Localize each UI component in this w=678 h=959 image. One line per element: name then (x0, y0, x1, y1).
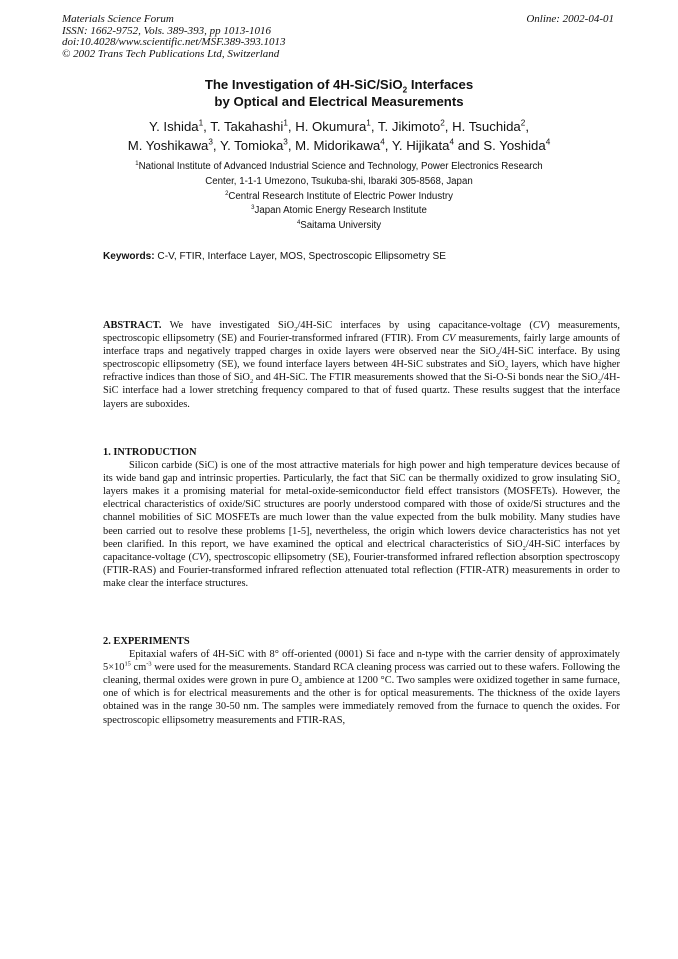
section-heading: 1. INTRODUCTION (103, 447, 197, 458)
affiliations (0, 160, 678, 234)
online-date: Online: 2002-04-01 (526, 13, 614, 25)
keywords-text: C-V, FTIR, Interface Layer, MOS, Spectroscopic Ellipsometry SE (154, 251, 446, 262)
affiliation-1: $^1$National Institute of Advanced Industrial Science and Technology, Power Electronics Research (135, 160, 543, 172)
title-line-1: The Investigation of 4H-SiC/SiO$_2$ Interfaces (204, 77, 474, 95)
experiments-section (103, 635, 620, 727)
copyright-line: © 2002 Trans Tech Publications Ltd, Switzerland (62, 47, 280, 60)
authors-line-2: M. Yoshikawa$^3$, Y. Tomioka$^3$, M. Midorikawa$^4$, Y. Hijikata$^4$ and S. Yoshida$^4$ (127, 137, 551, 153)
publication-header (62, 14, 622, 60)
affiliation-4: $^4$Saitama University (296, 219, 382, 232)
title-line-2: by Optical and Electrical Measurements (214, 94, 464, 109)
affiliation-2: $^2$Central Research Institute of Electric Power Industry (225, 190, 453, 202)
paper-title (0, 76, 678, 110)
doi-line[interactable]: doi:10.4028/www.scientific.net/MSF.389-393.1013 (62, 36, 286, 48)
author-list (0, 118, 678, 155)
introduction-paragraph: Silicon carbide (SiC) is one of the most attractive materials for high power and high temperature devices because of its wide band gap and intrinsic properties. Particularly, the fact that SiC can be thermally oxidized to grow insulating SiO$_2$ layers makes it a promising material for metal-oxide-semiconductor field effect transistors (MOSFETs). However, the electrical characteristics of oxide/SiC structures are poorly understood compared with those of oxide/Si structures and the channel mobilities of SiC MOSFETs are much lower than the value expected from the bulk mobility. Many studies have been carried out to resolve these problems [1-5], nevertheless, the origin which lowers device characteristics has not yet been clarified. In this report, we have examined the optical and electrical characteristics of SiO$_2$/4H-SiC interfaces by capacitance-voltage (CV), spectroscopic ellipsometry (SE), Fourier-transformed infrared reflection absorption spectroscopy (FTIR-RAS) and Fourier-transformed infrared reflection attenuated total reflection (FTIR-ATR) measurements in order to make clear the interface structures. (103, 460, 620, 589)
authors-line-1: Y. Ishida$^1$, T. Takahashi$^1$, H. Okumura$^1$, T. Jikimoto$^2$, H. Tsuchida$^2$, (149, 118, 529, 134)
journal-name: Materials Science Forum (62, 13, 174, 25)
affiliation-1-address: Center, 1-1-1 Umezono, Tsukuba-shi, Ibaraki 305-8568, Japan (205, 175, 473, 187)
keywords (103, 251, 623, 262)
keywords-label: Keywords: (103, 251, 155, 262)
abstract-label: ABSTRACT. (103, 320, 162, 331)
experiments-paragraph: Epitaxial wafers of 4H-SiC with 8° off-oriented (0001) Si face and n-type with the carrier density of approximately $5\times 10^{15}$ $cm^{-3}$ were used for the measurements. Standard RCA cleaning process was carried out to these wafers. Following the cleaning, thermal oxides were grown in pure $O_2$ ambience at 1200 °C. Two samples were oxidized together in same furnace, one of which is for electrical measurements and the other is for optical measurements. The thickness of the oxide layers obtained was in the range 30-50 nm. The samples were immediately removed from the furnace to quench the oxides. For spectroscopic ellipsometry measurements and FTIR-RAS, (103, 649, 620, 726)
section-heading: 2. EXPERIMENTS (103, 636, 190, 647)
abstract: ABSTRACT. We have investigated SiO$_2$/4H-SiC interfaces by using capacitance-voltage (CV) measurements, spectroscopic ellipsometry (SE) and Fourier-transformed infrared (FTIR). From CV measurements, fairly large amounts of interface traps and negatively trapped charges in oxide layers were observed near the SiO$_2$/4H-SiC interface. By using spectroscopic ellipsometry (SE), we found interface layers between 4H-SiC substrates and SiO$_2$ layers, which have higher refractive indices than those of SiO$_2$ and 4H-SiC. The FTIR measurements showed that the Si-O-Si bonds near the SiO$_2$/4H-SiC interface had a lower stretching frequency compared to that of fused quartz. These results suggest that the interface layers are suboxides. (103, 320, 621, 410)
affiliation-3: $^3$Japan Atomic Energy Research Institute (251, 205, 427, 217)
issn-line: ISSN: 1662-9752, Vols. 389-393, pp 1013-1016 (62, 24, 271, 37)
introduction-section (103, 446, 620, 590)
